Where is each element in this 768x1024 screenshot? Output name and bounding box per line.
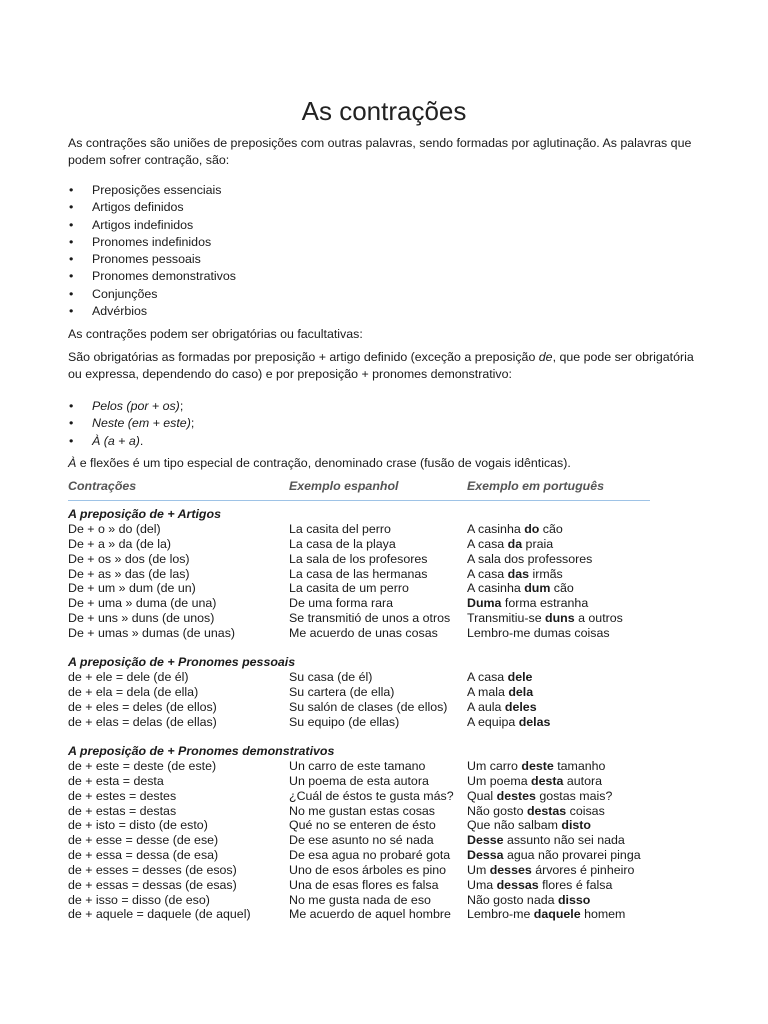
contraction-highlight: desses bbox=[489, 862, 532, 877]
table-row bbox=[68, 551, 593, 567]
list-item: • Pronomes demonstrativos bbox=[68, 268, 236, 285]
header-exemplo-portugues: Exemplo em português bbox=[467, 479, 605, 493]
contraction-cell: de + elas = delas (de ellas) bbox=[68, 714, 217, 729]
example-list bbox=[68, 398, 194, 450]
section-title: A preposição de + Pronomes demonstrativos bbox=[68, 744, 335, 758]
portuguese-example-cell bbox=[467, 878, 612, 893]
example-italic: À (a + a) bbox=[92, 433, 140, 448]
portuguese-example-cell bbox=[467, 670, 532, 685]
contraction-highlight: dele bbox=[507, 670, 533, 684]
contraction-cell: de + estas = destas bbox=[68, 803, 177, 818]
portuguese-example-cell bbox=[467, 537, 553, 552]
example-text-after: praia bbox=[522, 536, 554, 551]
example-italic: Pelos (por + os) bbox=[92, 399, 180, 413]
table-row bbox=[68, 862, 635, 878]
contraction-cell: de + ela = dela (de ella) bbox=[68, 684, 199, 699]
spanish-example-cell: Su cartera (de ella) bbox=[289, 684, 395, 699]
spanish-example-cell: La casita del perro bbox=[289, 522, 391, 536]
table-row bbox=[68, 522, 563, 537]
example-text-after: irmãs bbox=[529, 566, 563, 581]
spanish-example-cell: No me gustan estas cosas bbox=[289, 803, 436, 818]
portuguese-example-cell bbox=[467, 893, 590, 908]
table-row bbox=[68, 566, 563, 582]
contraction-cell: De + uns » duns (de unos) bbox=[68, 611, 215, 626]
example-text-after: cão bbox=[539, 522, 563, 536]
table-row bbox=[68, 759, 606, 774]
spanish-example-cell: Qué no se enteren de ésto bbox=[289, 818, 436, 833]
portuguese-example-cell bbox=[467, 789, 612, 804]
table-row bbox=[68, 684, 534, 700]
spanish-example-cell: Un carro de este tamano bbox=[289, 759, 426, 773]
header-contracoes: Contrações bbox=[68, 479, 137, 493]
spanish-example-cell: Me acuerdo de unas cosas bbox=[289, 625, 438, 640]
list-item bbox=[68, 398, 194, 415]
spanish-example-cell: No me gusta nada de eso bbox=[289, 892, 431, 907]
spanish-example-cell: Su equipo (de ellas) bbox=[289, 714, 400, 729]
spanish-example-cell: Una de esas flores es falsa bbox=[289, 877, 439, 892]
contraction-cell: de + esses = desses (de esos) bbox=[68, 862, 237, 877]
spanish-example-cell: Un poema de esta autora bbox=[289, 773, 429, 788]
example-text-after: forma estranha bbox=[501, 596, 589, 611]
contraction-cell: De + um » dum (de un) bbox=[68, 581, 196, 596]
example-text-after: assunto não sei nada bbox=[503, 833, 625, 848]
example-text-before: Um bbox=[467, 862, 490, 877]
contraction-highlight: destas bbox=[526, 803, 567, 818]
contraction-cell: de + eles = deles (de ellos) bbox=[68, 699, 217, 714]
table-row bbox=[68, 833, 625, 848]
portuguese-example-cell bbox=[467, 626, 610, 641]
example-text-after: árvores é pinheiro bbox=[531, 862, 635, 877]
contraction-highlight: deles bbox=[504, 699, 537, 714]
table-row bbox=[68, 892, 591, 908]
contraction-highlight: dessas bbox=[496, 877, 539, 892]
contraction-cell: De + a » da (de la) bbox=[68, 536, 171, 551]
example-text-after: cão bbox=[550, 581, 574, 596]
example-text-before: Não gosto bbox=[467, 803, 527, 818]
contraction-cell: de + essas = dessas (de esas) bbox=[68, 877, 237, 892]
table-row bbox=[68, 581, 574, 596]
table-row bbox=[68, 670, 533, 685]
portuguese-example-cell bbox=[467, 700, 537, 715]
example-text-after: homem bbox=[580, 907, 626, 922]
spanish-example-cell: Su salón de clases (de ellos) bbox=[289, 699, 448, 714]
portuguese-example-cell bbox=[467, 907, 625, 922]
contraction-cell: De + o » do (del) bbox=[68, 522, 161, 536]
obligatory-text-1: São obrigatórias as formadas por preposição + artigo definido (exceção a preposição bbox=[68, 350, 539, 364]
example-text-after: coisas bbox=[566, 803, 605, 818]
list-item bbox=[68, 433, 194, 450]
contraction-cell: De + umas » dumas (de unas) bbox=[68, 625, 236, 640]
section-pronomes-pessoais bbox=[68, 655, 551, 729]
portuguese-example-cell bbox=[467, 818, 591, 833]
contraction-highlight: Dessa bbox=[467, 848, 504, 863]
table-row bbox=[68, 596, 589, 611]
table-row bbox=[68, 907, 626, 922]
table-row bbox=[68, 536, 554, 552]
example-text-after: gostas mais? bbox=[535, 788, 613, 803]
spanish-example-cell: De ese asunto no sé nada bbox=[289, 833, 434, 848]
list-item: • Preposições essenciais bbox=[68, 182, 236, 199]
crase-term: crase bbox=[386, 456, 417, 470]
table-row bbox=[68, 848, 641, 863]
portuguese-example-cell bbox=[467, 596, 588, 611]
example-text-before: A casinha bbox=[467, 581, 525, 596]
spanish-example-cell: Me acuerdo de aquel hombre bbox=[289, 907, 451, 922]
portuguese-example-cell bbox=[467, 863, 634, 878]
portuguese-example-cell bbox=[467, 552, 592, 567]
intro-emphasis: aglutinação bbox=[532, 136, 597, 150]
portuguese-example-cell bbox=[467, 522, 563, 537]
example-text-before: Uma bbox=[467, 877, 497, 892]
contraction-cell: de + essa = dessa (de esa) bbox=[68, 848, 219, 863]
table-row bbox=[68, 625, 610, 641]
header-exemplo-espanhol: Exemplo espanhol bbox=[289, 479, 399, 493]
crase-lead: À bbox=[68, 456, 77, 470]
portuguese-example-cell bbox=[467, 804, 605, 819]
contraction-highlight: duns bbox=[545, 611, 575, 626]
portuguese-example-cell bbox=[467, 848, 641, 863]
portuguese-example-cell bbox=[467, 581, 574, 596]
table-row bbox=[68, 773, 602, 789]
portuguese-example-cell bbox=[467, 774, 602, 789]
contraction-highlight: do bbox=[524, 522, 540, 536]
obligatory-italic: de bbox=[538, 350, 553, 364]
contraction-cell: de + ele = dele (de él) bbox=[68, 670, 189, 684]
contraction-highlight: Duma bbox=[467, 596, 502, 611]
contraction-highlight: dela bbox=[508, 684, 534, 699]
contraction-highlight: deste bbox=[521, 759, 554, 773]
example-suffix: ; bbox=[190, 416, 195, 431]
example-text-after: autora bbox=[563, 773, 602, 788]
table-row bbox=[68, 714, 551, 730]
example-text-after: flores é falsa bbox=[538, 877, 613, 892]
example-italic: Neste (em + este) bbox=[92, 416, 191, 431]
spanish-example-cell: Uno de esos árboles es pino bbox=[289, 862, 447, 877]
list-item bbox=[68, 415, 194, 432]
contraction-cell: de + esta = desta bbox=[68, 773, 164, 788]
spanish-example-cell: La casa de las hermanas bbox=[289, 566, 428, 581]
spanish-example-cell: La casita de um perro bbox=[289, 581, 409, 596]
example-text-after: tamanho bbox=[553, 759, 606, 773]
section-artigos bbox=[68, 507, 623, 641]
spanish-example-cell: De esa agua no probaré gota bbox=[289, 848, 451, 863]
table-row bbox=[68, 699, 537, 715]
contraction-cell: de + estes = destes bbox=[68, 788, 177, 803]
example-text-before: Um poema bbox=[467, 773, 532, 788]
example-text-before: Um carro bbox=[467, 759, 522, 773]
list-item: • Advérbios bbox=[68, 303, 236, 320]
section-pronomes-demonstrativos bbox=[68, 744, 641, 922]
spanish-example-cell: La sala de los profesores bbox=[289, 551, 428, 566]
table-row bbox=[68, 818, 591, 833]
contraction-highlight: disto bbox=[561, 818, 591, 833]
spanish-example-cell: La casa de la playa bbox=[289, 536, 396, 551]
spanish-example-cell: De uma forma rara bbox=[289, 596, 393, 611]
list-item: • Pronomes pessoais bbox=[68, 251, 236, 268]
example-suffix: ; bbox=[179, 399, 184, 413]
portuguese-example-cell bbox=[467, 833, 625, 848]
table-row bbox=[68, 611, 623, 626]
spanish-example-cell: ¿Cuál de éstos te gusta más? bbox=[289, 788, 454, 803]
section-title: A preposição de + Artigos bbox=[68, 507, 221, 521]
example-text-before: A mala bbox=[467, 684, 509, 699]
contraction-cell: de + esse = desse (de ese) bbox=[68, 833, 219, 848]
intro-text-2: . As palavras que podem sofrer contração, são: bbox=[68, 136, 692, 167]
contraction-cell: De + uma » duma (de una) bbox=[68, 596, 217, 611]
example-text-before: A aula bbox=[467, 699, 505, 714]
portuguese-example-cell bbox=[467, 611, 623, 626]
contraction-highlight: disso bbox=[557, 892, 591, 907]
list-item: • Conjunções bbox=[68, 286, 236, 303]
example-text-before: A sala dos professores bbox=[467, 551, 593, 566]
table-header bbox=[68, 477, 650, 501]
contraction-highlight: da bbox=[507, 536, 523, 551]
example-text-before: Lembro-me dumas coisas bbox=[467, 625, 610, 640]
obligatory-text-2: , que pode ser obrigatória ou expressa, dependendo do caso) e por preposição + pronomes demonstrativo: bbox=[68, 350, 694, 381]
paragraph-obligatory bbox=[68, 349, 708, 383]
example-text-before: A casa bbox=[467, 536, 508, 551]
paragraph-types: As contrações podem ser obrigatórias ou facultativas: bbox=[68, 327, 363, 341]
table-row bbox=[68, 788, 613, 804]
contraction-highlight: das bbox=[507, 566, 529, 581]
example-text-before: Lembro-me bbox=[467, 907, 534, 922]
portuguese-example-cell bbox=[467, 715, 550, 730]
contraction-highlight: dum bbox=[524, 581, 551, 596]
contraction-cell: de + isso = disso (de eso) bbox=[68, 892, 210, 907]
contraction-highlight: desta bbox=[531, 773, 564, 788]
table-row bbox=[68, 877, 613, 893]
crase-text-2: (fusão de vogais idênticas). bbox=[416, 456, 571, 470]
contraction-cell: de + isto = disto (de esto) bbox=[68, 818, 208, 833]
list-item: • Artigos definidos bbox=[68, 199, 236, 216]
list-item: • Pronomes indefinidos bbox=[68, 234, 236, 251]
example-text-before: A casa bbox=[467, 670, 508, 684]
contraction-highlight: delas bbox=[518, 714, 551, 729]
contraction-highlight: destes bbox=[496, 788, 536, 803]
crase-text-1: e flexões é um tipo especial de contração, denominado bbox=[76, 456, 387, 470]
example-text-before: Não gosto nada bbox=[467, 892, 558, 907]
paragraph-crase bbox=[68, 455, 708, 472]
example-text-before: A equipa bbox=[467, 714, 519, 729]
intro-paragraph bbox=[68, 135, 708, 169]
example-text-before: Qual bbox=[467, 788, 497, 803]
contraction-cell: de + aquele = daquele (de aquel) bbox=[68, 907, 251, 922]
page-title: As contrações bbox=[301, 96, 467, 126]
contraction-cell: De + as » das (de las) bbox=[68, 566, 190, 581]
contraction-cell: De + os » dos (de los) bbox=[68, 551, 190, 566]
portuguese-example-cell bbox=[467, 685, 533, 700]
example-text-before: Que não salbam bbox=[467, 818, 562, 833]
portuguese-example-cell bbox=[467, 759, 605, 774]
example-text-before: Transmitiu-se bbox=[467, 611, 546, 626]
word-class-list bbox=[68, 182, 236, 320]
example-text-before: A casa bbox=[467, 566, 508, 581]
example-suffix: . bbox=[139, 433, 144, 448]
contraction-highlight: daquele bbox=[533, 907, 581, 922]
example-text-before: A casinha bbox=[467, 522, 525, 536]
table-row bbox=[68, 803, 605, 819]
contraction-highlight: Desse bbox=[467, 833, 504, 848]
spanish-example-cell: Se transmitió de unos a otros bbox=[289, 611, 451, 626]
intro-text-1: As contrações são uniões de preposições com outras palavras, sendo formadas por bbox=[68, 136, 533, 150]
example-text-after: agua não provarei pinga bbox=[503, 848, 641, 863]
contraction-cell: de + este = deste (de este) bbox=[68, 759, 217, 773]
example-text-after: a outros bbox=[574, 611, 623, 626]
portuguese-example-cell bbox=[467, 567, 563, 582]
section-title: A preposição de + Pronomes pessoais bbox=[68, 655, 296, 669]
spanish-example-cell: Su casa (de él) bbox=[289, 670, 373, 684]
list-item: • Artigos indefinidos bbox=[68, 217, 236, 234]
